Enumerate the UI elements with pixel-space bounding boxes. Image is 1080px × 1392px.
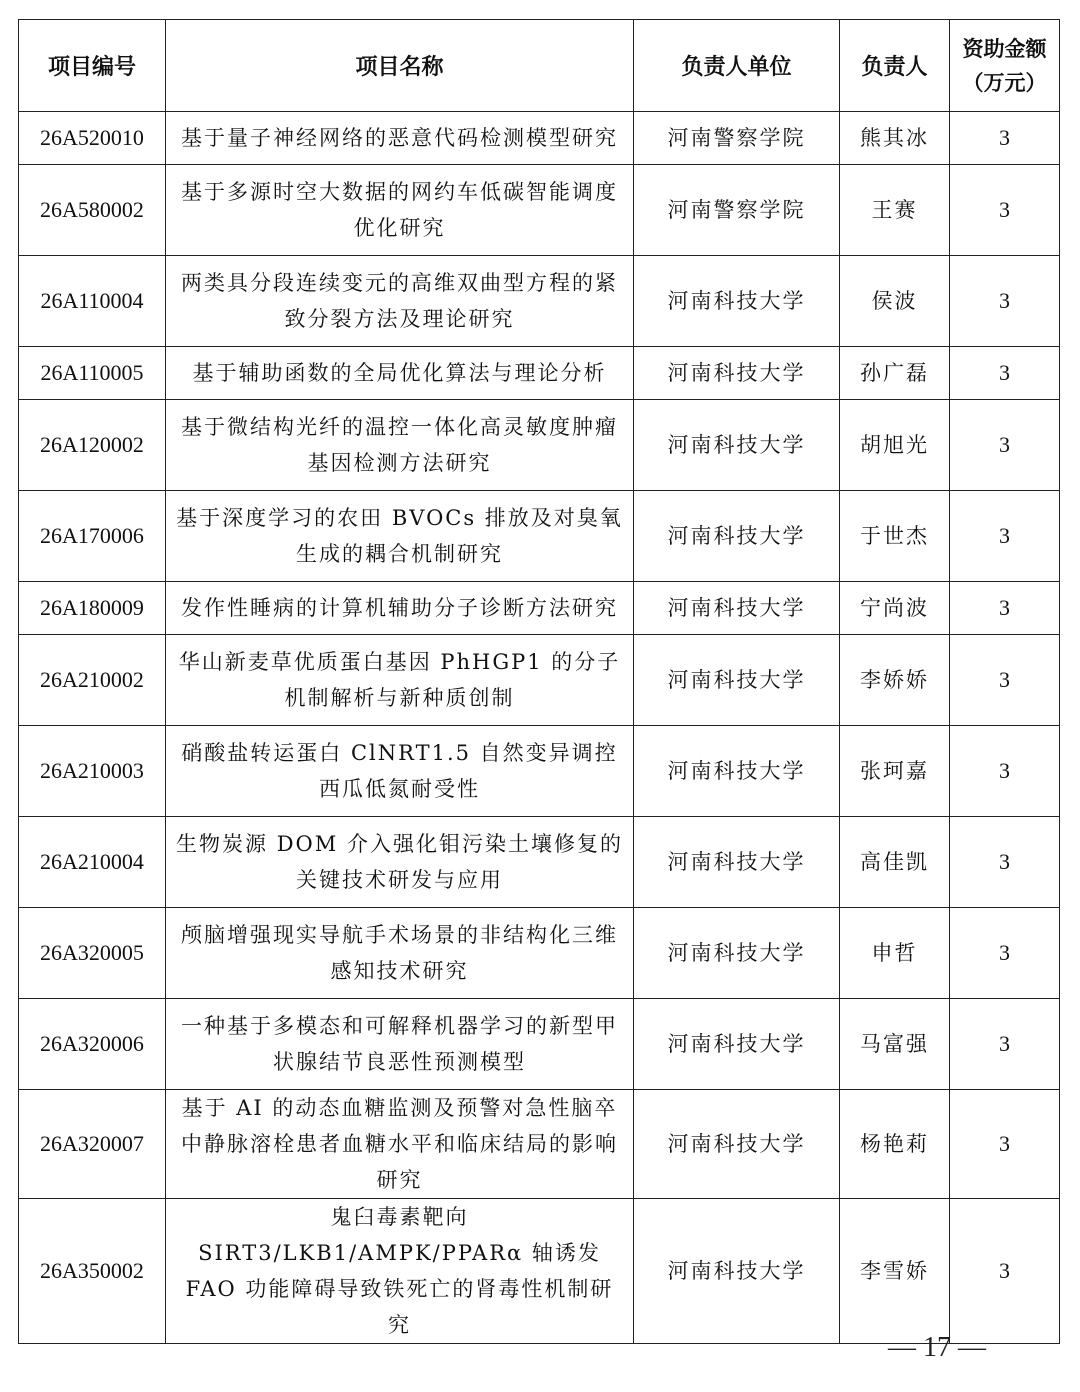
cell-amount: 3 (950, 726, 1060, 817)
header-amount-line2: （万元） (962, 70, 1047, 95)
cell-amount: 3 (950, 999, 1060, 1090)
cell-person: 李娇娇 (840, 635, 950, 726)
cell-person: 于世杰 (840, 491, 950, 582)
cell-amount: 3 (950, 112, 1060, 165)
cell-code: 26A580002 (19, 165, 166, 256)
cell-amount: 3 (950, 817, 1060, 908)
cell-code: 26A180009 (19, 582, 166, 635)
cell-name: 基于多源时空大数据的网约车低碳智能调度优化研究 (166, 165, 634, 256)
header-name: 项目名称 (166, 20, 634, 112)
cell-code: 26A110005 (19, 347, 166, 400)
cell-unit: 河南科技大学 (634, 582, 840, 635)
cell-code: 26A170006 (19, 491, 166, 582)
cell-unit: 河南科技大学 (634, 817, 840, 908)
header-unit: 负责人单位 (634, 20, 840, 112)
cell-unit: 河南科技大学 (634, 400, 840, 491)
table-row (19, 400, 1060, 491)
cell-code: 26A320005 (19, 908, 166, 999)
cell-amount: 3 (950, 1090, 1060, 1199)
table-row (19, 908, 1060, 999)
cell-unit: 河南科技大学 (634, 726, 840, 817)
table-row (19, 635, 1060, 726)
table-row (19, 817, 1060, 908)
table-row (19, 1199, 1060, 1344)
cell-name: 生物炭源 DOM 介入强化钼污染土壤修复的关键技术研发与应用 (166, 817, 634, 908)
table-row (19, 347, 1060, 400)
table-header-row (19, 20, 1060, 112)
cell-person: 高佳凯 (840, 817, 950, 908)
cell-person: 王赛 (840, 165, 950, 256)
cell-code: 26A210002 (19, 635, 166, 726)
cell-unit: 河南警察学院 (634, 112, 840, 165)
cell-amount: 3 (950, 491, 1060, 582)
cell-person: 侯波 (840, 256, 950, 347)
cell-person: 马富强 (840, 999, 950, 1090)
cell-person: 熊其冰 (840, 112, 950, 165)
header-code: 项目编号 (19, 20, 166, 112)
cell-amount: 3 (950, 165, 1060, 256)
page-number: — 17 — (888, 1332, 986, 1363)
cell-code: 26A520010 (19, 112, 166, 165)
table-row (19, 1090, 1060, 1199)
cell-name: 基于量子神经网络的恶意代码检测模型研究 (166, 112, 634, 165)
header-amount (950, 20, 1060, 112)
cell-name: 两类具分段连续变元的高维双曲型方程的紧致分裂方法及理论研究 (166, 256, 634, 347)
cell-name: 发作性睡病的计算机辅助分子诊断方法研究 (166, 582, 634, 635)
cell-amount: 3 (950, 347, 1060, 400)
cell-person: 张珂嘉 (840, 726, 950, 817)
cell-code: 26A110004 (19, 256, 166, 347)
cell-name: 基于辅助函数的全局优化算法与理论分析 (166, 347, 634, 400)
cell-amount: 3 (950, 582, 1060, 635)
cell-amount: 3 (950, 256, 1060, 347)
cell-amount: 3 (950, 1199, 1060, 1344)
cell-code: 26A320007 (19, 1090, 166, 1199)
cell-amount: 3 (950, 635, 1060, 726)
funding-table (18, 19, 1060, 1344)
cell-unit: 河南科技大学 (634, 256, 840, 347)
cell-person: 宁尚波 (840, 582, 950, 635)
header-person: 负责人 (840, 20, 950, 112)
cell-name: 基于微结构光纤的温控一体化高灵敏度肿瘤基因检测方法研究 (166, 400, 634, 491)
cell-unit: 河南科技大学 (634, 1090, 840, 1199)
cell-unit: 河南科技大学 (634, 908, 840, 999)
cell-code: 26A120002 (19, 400, 166, 491)
cell-code: 26A320006 (19, 999, 166, 1090)
cell-amount: 3 (950, 400, 1060, 491)
cell-unit: 河南科技大学 (634, 635, 840, 726)
table-row (19, 256, 1060, 347)
cell-person: 李雪娇 (840, 1199, 950, 1344)
table-row (19, 582, 1060, 635)
cell-code: 26A210004 (19, 817, 166, 908)
cell-name: 硝酸盐转运蛋白 ClNRT1.5 自然变异调控西瓜低氮耐受性 (166, 726, 634, 817)
table-row (19, 726, 1060, 817)
cell-unit: 河南科技大学 (634, 1199, 840, 1344)
cell-person: 孙广磊 (840, 347, 950, 400)
cell-unit: 河南科技大学 (634, 347, 840, 400)
table-row (19, 112, 1060, 165)
cell-unit: 河南科技大学 (634, 491, 840, 582)
cell-code: 26A210003 (19, 726, 166, 817)
cell-name: 一种基于多模态和可解释机器学习的新型甲状腺结节良恶性预测模型 (166, 999, 634, 1090)
cell-code: 26A350002 (19, 1199, 166, 1344)
cell-unit: 河南科技大学 (634, 999, 840, 1090)
table-row (19, 165, 1060, 256)
cell-name: 华山新麦草优质蛋白基因 PhHGP1 的分子机制解析与新种质创制 (166, 635, 634, 726)
table-row (19, 999, 1060, 1090)
cell-person: 胡旭光 (840, 400, 950, 491)
cell-person: 申哲 (840, 908, 950, 999)
cell-person: 杨艳莉 (840, 1090, 950, 1199)
cell-name: 颅脑增强现实导航手术场景的非结构化三维感知技术研究 (166, 908, 634, 999)
header-amount-line1: 资助金额 (962, 36, 1047, 61)
cell-amount: 3 (950, 908, 1060, 999)
cell-name: 基于深度学习的农田 BVOCs 排放及对臭氧生成的耦合机制研究 (166, 491, 634, 582)
cell-unit: 河南警察学院 (634, 165, 840, 256)
cell-name: 鬼臼毒素靶向 SIRT3/LKB1/AMPK/PPARα 轴诱发 FAO 功能障碍导致铁死亡的肾毒性机制研究 (166, 1199, 634, 1344)
table-row (19, 491, 1060, 582)
cell-name: 基于 AI 的动态血糖监测及预警对急性脑卒中静脉溶栓患者血糖水平和临床结局的影响研究 (166, 1090, 634, 1199)
